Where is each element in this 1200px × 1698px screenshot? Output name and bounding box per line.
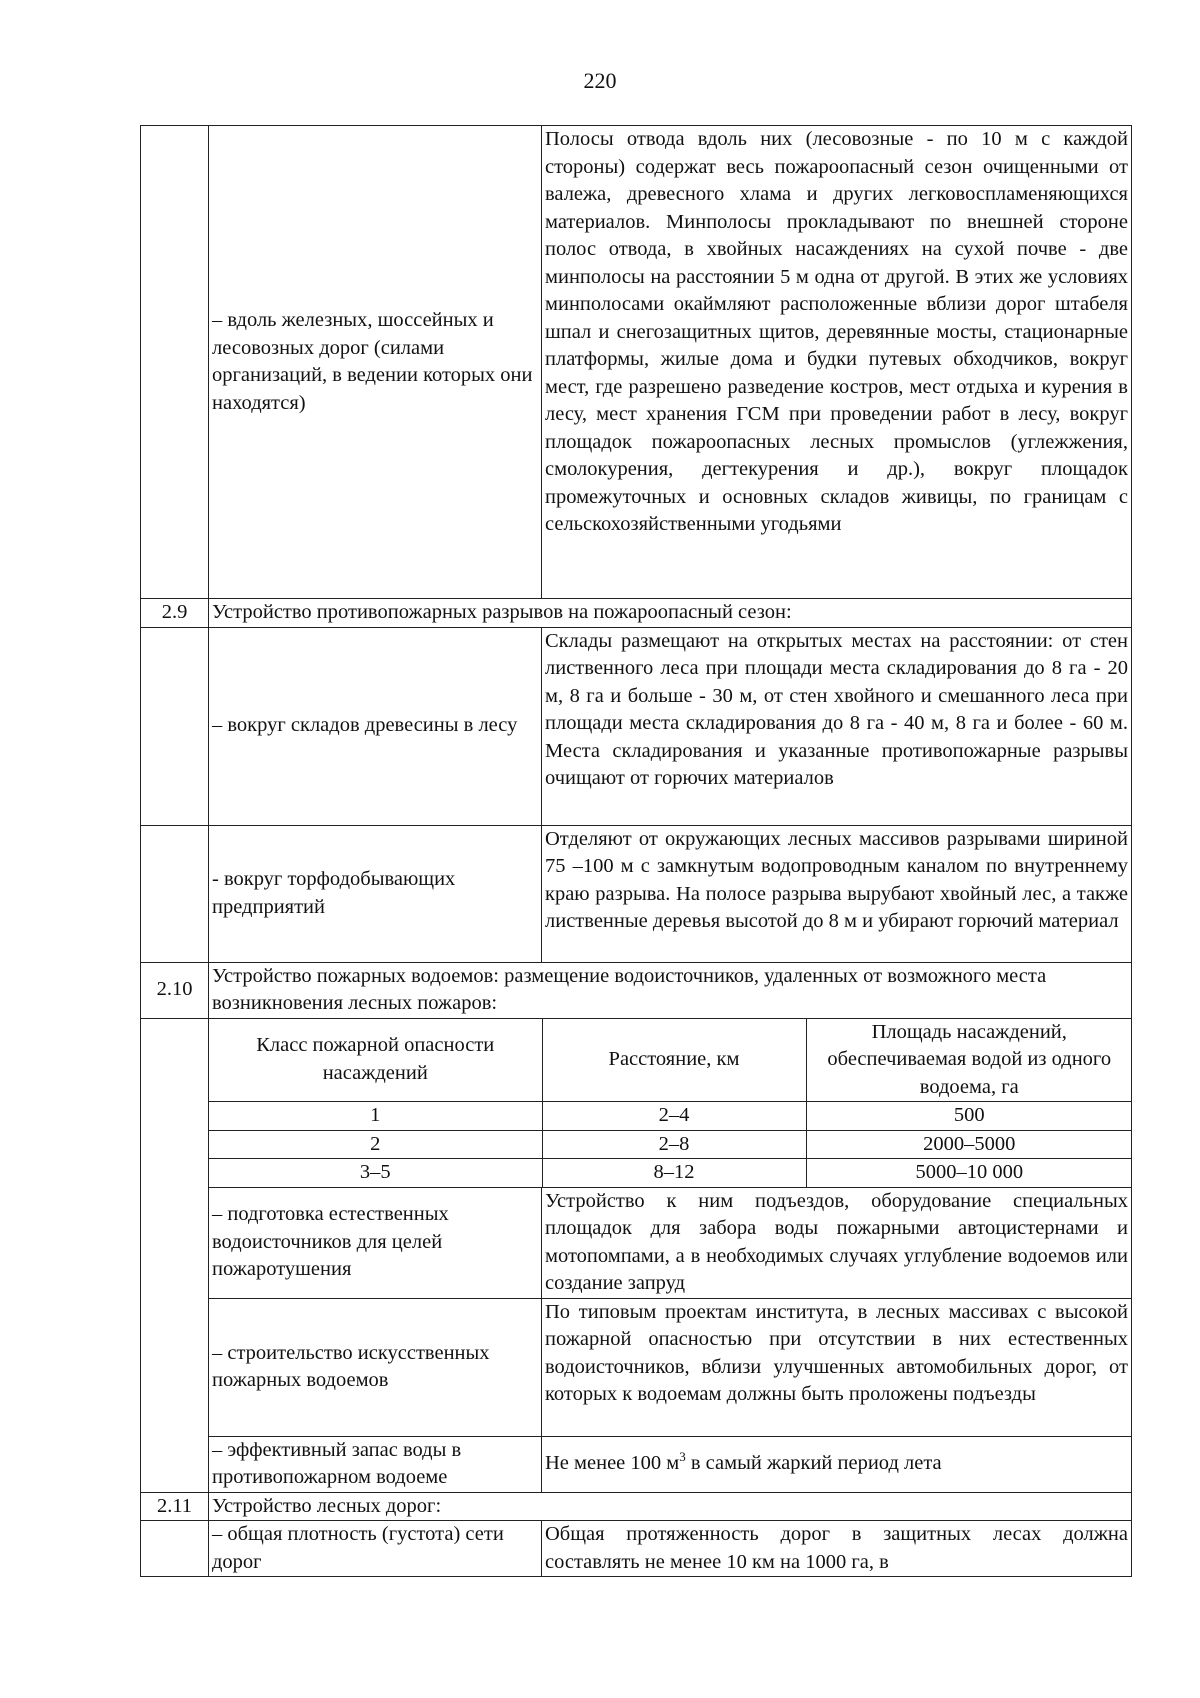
number-cell (141, 126, 209, 599)
number-cell (141, 1018, 209, 1492)
column-header: Площадь насаждений, обеспечиваемая водой из одного водоема, га (806, 1019, 1132, 1102)
column-header: Расстояние, км (542, 1019, 806, 1102)
section-title: Устройство лесных дорог: (209, 1492, 1132, 1521)
table-row (141, 627, 1132, 825)
row-label: - вокруг торфодобывающих предприятий (209, 825, 542, 962)
table-row (141, 825, 1132, 962)
table-cell: 2000–5000 (806, 1130, 1132, 1159)
row-text: Склады размещают на открытых местах на расстоянии: от стен лиственного леса при площади места складирования до 8 га - 20 м, 8 га и больше - 30 м, от стен хвойного и смешанного леса при площади места складирования до 8 га - 40 м, 8 га и более - 60 м. Места складирования и указанные противопожарные разрывы очищают от горючих материалов (542, 627, 1132, 825)
table-header-row (209, 1019, 1132, 1102)
water-table-row (141, 1018, 1132, 1187)
table-row (209, 1102, 1132, 1131)
row-text: По типовым проектам института, в лесных массивах с высокой пожарной опасностью при отсутствии в них естественных водоисточников, вблизи улучшенных автомобильных дорог, от которых к водоемам должны быть проложены подъезды (542, 1298, 1132, 1436)
table-row (141, 1187, 1132, 1298)
section-number: 2.9 (141, 599, 209, 628)
table-cell: 5000–10 000 (806, 1159, 1132, 1187)
page-number: 220 (583, 68, 617, 93)
row-text (542, 1436, 1132, 1492)
table-cell: 8–12 (542, 1159, 806, 1187)
row-label: – вдоль железных, шоссейных и лесовозных дорог (силами организаций, в ведении которых они находятся) (209, 126, 542, 599)
section-row (141, 599, 1132, 628)
number-cell (141, 1521, 209, 1577)
row-label: – общая плотность (густота) сети дорог (209, 1521, 542, 1577)
table-cell: 500 (806, 1102, 1132, 1131)
table-cell: 2 (209, 1130, 542, 1159)
table-cell: 3–5 (209, 1159, 542, 1187)
section-row (141, 1492, 1132, 1521)
table-row (209, 1130, 1132, 1159)
row-label: – эффективный запас воды в противопожарном водоеме (209, 1436, 542, 1492)
water-volume-text: Не менее 100 м (545, 1452, 680, 1475)
row-text: Полосы отвода вдоль них (лесовозные - по 10 м с каждой стороны) содержат весь пожароопасный сезон очищенными от валежа, древесного хлама и других легковоспламеняющихся материалов. Минполосы прокладывают по внешней стороне полос отвода, в хвойных насаждениях на сухой почве - две минполосы на расстоянии 5 м одна от другой. В этих же условиях минполосами окаймляют расположенные вблизи дорог штабеля шпал и снегозащитных щитов, деревянные мосты, стационарные платформы, жилые дома и будки путевых обходчиков, вокруг мест, где разрешено разведение костров, мест отдыха и курения в лесу, мест хранения ГСМ при проведении работ в лесу, вокруг площадок пожароопасных лесных промыслов (углежжения, смолокурения, дегтекурения и др.), вокруг площадок промежуточных и основных складов живицы, по границам с сельскохозяйственными угодьями (542, 126, 1132, 599)
row-label: – подготовка естественных водоисточников для целей пожаротушения (209, 1187, 542, 1298)
water-volume-text-end: в самый жаркий период лета (685, 1452, 942, 1475)
table-row (141, 1521, 1132, 1577)
table-row (141, 1436, 1132, 1492)
fire-prevention-table (140, 125, 1132, 1577)
table-cell: 2–4 (542, 1102, 806, 1131)
row-text: Общая протяженность дорог в защитных лесах должна составлять не менее 10 км на 1000 га, в (542, 1521, 1132, 1577)
row-text: Отделяют от окружающих лесных массивов разрывами шириной 75 –100 м с замкнутым водопроводным каналом по внутреннему краю разрыва. На полосе разрыва вырубают хвойный лес, а также лиственные деревья высотой до 8 м и убирают горючий материал (542, 825, 1132, 962)
column-header: Класс пожарной опасности насаждений (209, 1019, 542, 1102)
water-table-cell (209, 1018, 1132, 1187)
section-number: 2.10 (141, 962, 209, 1018)
table-cell: 2–8 (542, 1130, 806, 1159)
table-row (141, 126, 1132, 599)
section-title: Устройство пожарных водоемов: размещение водоисточников, удаленных от возможного места возникновения лесных пожаров: (209, 962, 1132, 1018)
row-label: – строительство искусственных пожарных водоемов (209, 1298, 542, 1436)
table-row (141, 1298, 1132, 1436)
table-cell: 1 (209, 1102, 542, 1131)
table-row (209, 1159, 1132, 1187)
water-source-table (209, 1019, 1132, 1187)
number-cell (141, 825, 209, 962)
number-cell (141, 627, 209, 825)
row-label: – вокруг складов древесины в лесу (209, 627, 542, 825)
section-row (141, 962, 1132, 1018)
section-number: 2.11 (141, 1492, 209, 1521)
row-text: Устройство к ним подъездов, оборудование специальных площадок для забора воды пожарными автоцистернами и мотопомпами, а в необходимых случаях углубление водоемов или создание запруд (542, 1187, 1132, 1298)
cubic-superscript: 3 (679, 1449, 686, 1465)
section-title: Устройство противопожарных разрывов на пожароопасный сезон: (209, 599, 1132, 628)
